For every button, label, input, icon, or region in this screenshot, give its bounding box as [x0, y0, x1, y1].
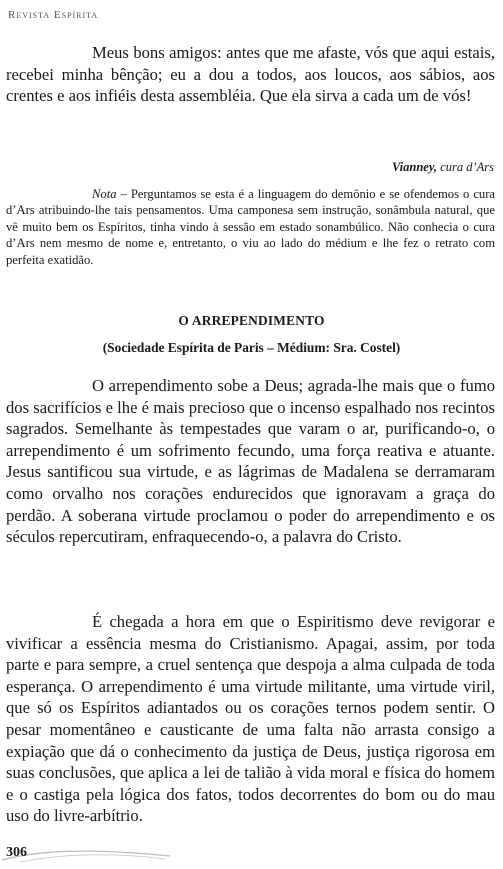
page-ornament-swoosh	[0, 846, 180, 866]
section-title: O ARREPENDIMENTO	[178, 313, 325, 328]
note-text: – Perguntamos se esta é a linguagem do demônio e se ofendemos o cura d’Ars atribuindo-lhe tais pensamentos. Uma camponesa sem instrução, sonâmbula natural, que vê muito bem os Espíritos, tinha vindo à sessão em estado sonambúlico. Não conhecia o cura d’Ars nem mesmo de nome e, entretanto, o viu ao lado do médium e lhe fez o retrato com perfeita exatidão.	[6, 187, 495, 267]
editor-note	[6, 186, 495, 268]
signature	[392, 160, 494, 175]
page-number: 306	[6, 845, 27, 860]
note-label: Nota	[92, 187, 117, 201]
section-subtitle: (Sociedade Espírita de Paris – Médium: Sra. Costel)	[102, 340, 401, 355]
running-title: Revista Espírita	[8, 9, 99, 21]
section-paragraph-1: O arrependimento sobe a Deus; agrada-lhe mais que o fumo dos sacrifícios e lhe é mais precioso que o incenso espalhado nos recintos sagrados. Semelhante às tempestades que varam o ar, purificando-o, o arrependimento é um sofrimento fecundo, uma força reativa e atuante. Jesus santificou sua virtude, e as lágrimas de Madalena se derramaram como orvalho nos corações endurecidos que ignoravam a graça do perdão. A soberana virtude proclamou o poder do arrependimento e os séculos repercutiram, enfraquecendo-o, a palavra do Cristo.	[6, 376, 495, 547]
section-paragraph-2: É chegada a hora em que o Espiritismo deve revigorar e vivificar a essência mesma do Cristianismo. Apagai, assim, por toda parte e para sempre, a cruel sentença que despoja a alma culpada de toda esperança. O arrependimento é uma virtude militante, uma virtude viril, que só os Espíritos adiantados ou os corações ternos podem sentir. O pesar momentâneo e causticante de uma falta não arrasta consigo a expiação que dá o conhecimento da justiça de Deus, justiça rigorosa em suas conclusões, que aplica a lei de talião à vida moral e física do homem e o castiga pela lógica dos fatos, todos decorrentes do bom ou do mau uso do livre-arbítrio.	[6, 612, 495, 826]
signature-name: Vianney,	[392, 160, 438, 174]
message-paragraph: Meus bons amigos: antes que me afaste, vós que aqui estais, recebei minha bênção; eu a dou a todos, aos loucos, aos sábios, aos crentes e aos infiéis desta assembléia. Que ela sirva a cada um de vós!	[6, 43, 495, 106]
signature-title: cura d’Ars	[437, 160, 494, 174]
